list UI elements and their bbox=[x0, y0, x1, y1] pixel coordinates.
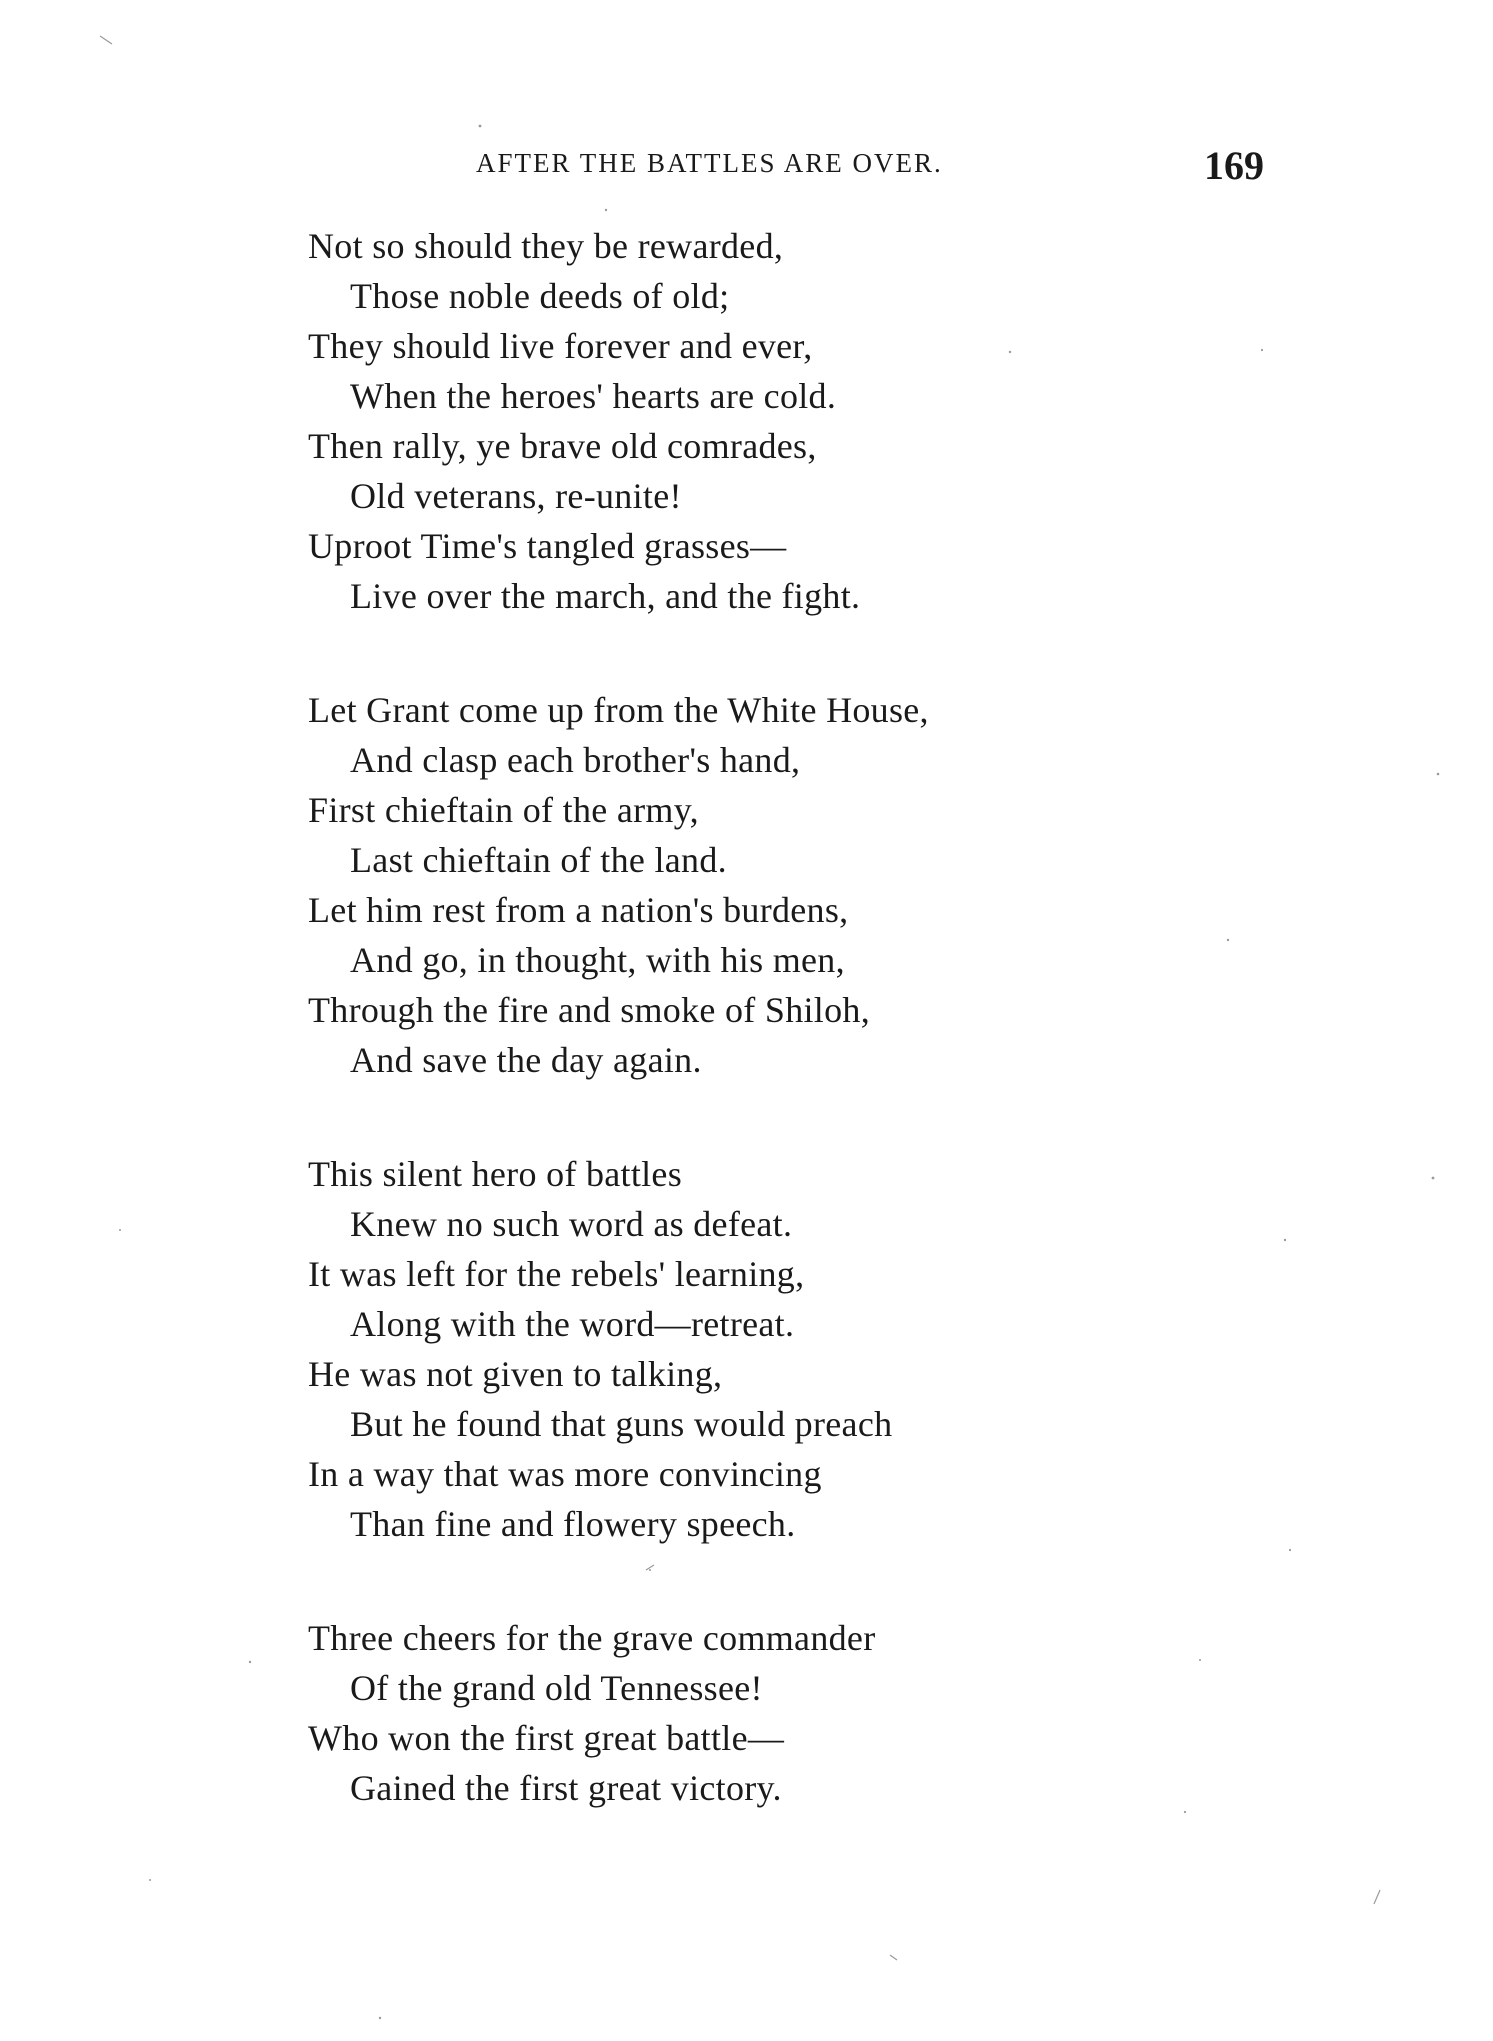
poem-line: Who won the first great battle— bbox=[308, 1718, 785, 1758]
poem-line: Knew no such word as defeat. bbox=[350, 1204, 793, 1244]
poem-line: But he found that guns would preach bbox=[350, 1404, 893, 1444]
poem-line: When the heroes' hearts are cold. bbox=[350, 376, 837, 416]
poem-line: And save the day again. bbox=[350, 1040, 702, 1080]
poem-line: Old veterans, re-unite! bbox=[350, 476, 682, 516]
poem-line: Than fine and flowery speech. bbox=[350, 1504, 796, 1544]
poem-line: And clasp each brother's hand, bbox=[350, 740, 801, 780]
stanza-3 bbox=[308, 1149, 1208, 1549]
poem-line: Last chieftain of the land. bbox=[350, 840, 727, 880]
stanza-2 bbox=[308, 685, 1208, 1085]
poem-line: Three cheers for the grave commander bbox=[308, 1618, 876, 1658]
poem-line: Gained the first great victory. bbox=[350, 1768, 782, 1808]
poem-line: They should live forever and ever, bbox=[308, 326, 813, 366]
poem-line: Of the grand old Tennessee! bbox=[350, 1668, 763, 1708]
poem-line: And go, in thought, with his men, bbox=[350, 940, 845, 980]
poem-line: Uproot Time's tangled grasses— bbox=[308, 526, 787, 566]
poem-line: Along with the word—retreat. bbox=[350, 1304, 795, 1344]
poem-line: Those noble deeds of old; bbox=[350, 276, 730, 316]
poem-line: Let Grant come up from the White House, bbox=[308, 690, 929, 730]
page-number: 169 bbox=[1204, 143, 1264, 188]
poem-line: In a way that was more convincing bbox=[308, 1454, 822, 1494]
running-header bbox=[0, 143, 1493, 188]
poem-line: Then rally, ye brave old comrades, bbox=[308, 426, 817, 466]
running-title: AFTER THE BATTLES ARE OVER. bbox=[476, 148, 943, 178]
poem-line: Not so should they be rewarded, bbox=[308, 226, 784, 266]
poem-line: Let him rest from a nation's burdens, bbox=[308, 890, 849, 930]
poem-line: He was not given to talking, bbox=[308, 1354, 723, 1394]
poem bbox=[308, 221, 1208, 1813]
poem-line: Through the fire and smoke of Shiloh, bbox=[308, 990, 870, 1030]
stanza-4 bbox=[308, 1613, 1208, 1813]
poem-line: This silent hero of battles bbox=[308, 1154, 683, 1194]
poem-line: First chieftain of the army, bbox=[308, 790, 699, 830]
poem-line: It was left for the rebels' learning, bbox=[308, 1254, 805, 1294]
stanza-1 bbox=[308, 221, 1208, 621]
poem-line: Live over the march, and the fight. bbox=[350, 576, 861, 616]
